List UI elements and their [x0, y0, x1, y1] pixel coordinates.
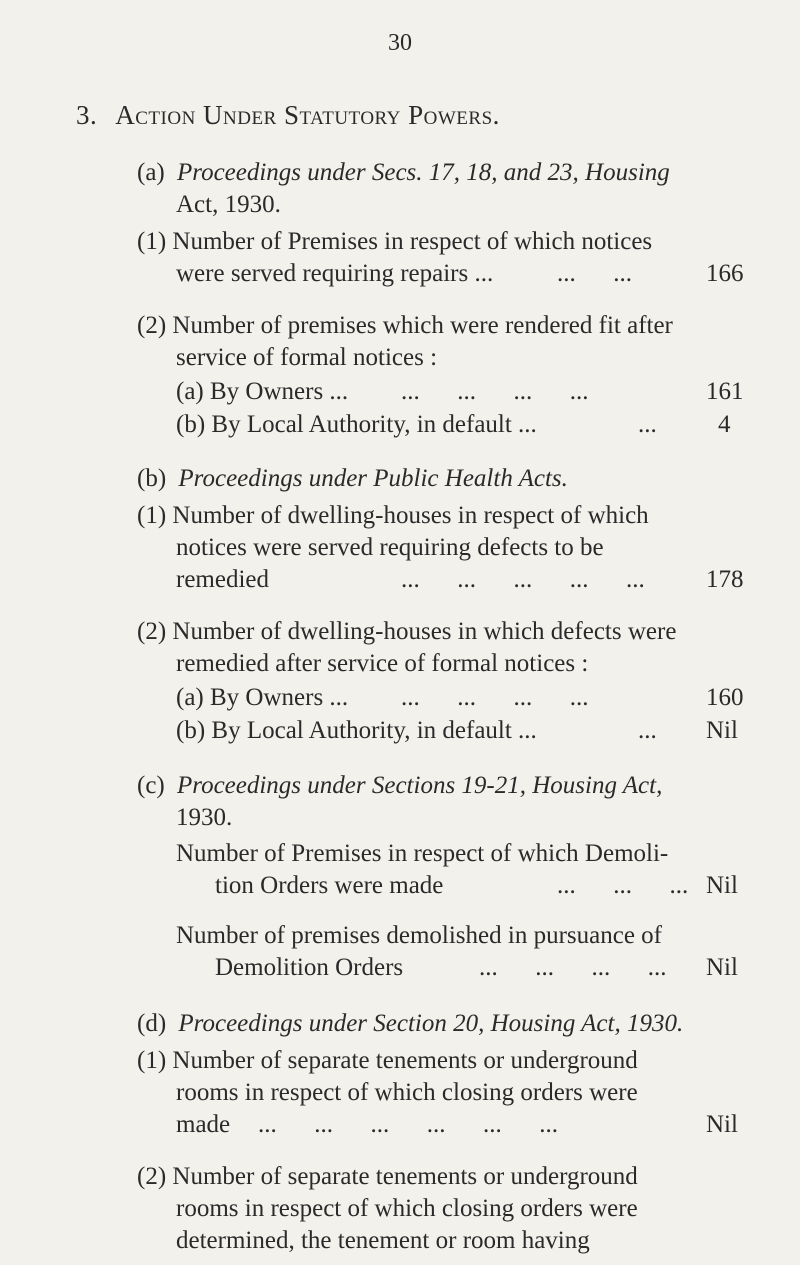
a-item-2-sub-a-dots: ... ... ... ... [401, 378, 589, 405]
subsection-b-heading [137, 463, 737, 495]
c-entry-1-dots: ... ... ... [557, 872, 689, 899]
a-item-2-line2: service of formal notices : [176, 344, 438, 371]
b-item-1-value: 178 [706, 566, 744, 593]
a-item-2-sub-b-value: 4 [718, 411, 731, 438]
b-item-2-sub-b-text [176, 715, 686, 747]
a-item-2-sub-b-dots: ... [638, 411, 657, 438]
a-item-1-dots: ... ... [557, 260, 632, 287]
b-item-2-num: (2) [137, 618, 167, 645]
section-heading [76, 100, 500, 131]
c-entry-2-value: Nil [706, 954, 738, 981]
subsection-d-heading [137, 1008, 777, 1040]
c-entry-1-line1: Number of Premises in respect of which Demoli- [176, 840, 669, 867]
a-item-2-sub-a-label: (a) By Owners ... [176, 378, 349, 405]
d-item-1-num: (1) [137, 1047, 167, 1074]
d-item-2-num: (2) [137, 1163, 167, 1190]
b-item-2-sub-b-dots: ... [638, 717, 657, 744]
subsection-c-title-line1: Proceedings under Sections 19-21, Housing Act, [177, 772, 663, 799]
b-item-2-line1: Number of dwelling-houses in which defects were [172, 618, 677, 645]
b-item-2-sub-b-label: (b) By Local Authority, in default ... [176, 717, 537, 744]
d-item-1 [137, 1045, 685, 1077]
a-item-2-sub-b-text [176, 409, 686, 441]
subsection-b-label: (b) [137, 465, 167, 492]
c-entry-1-line2: tion Orders were made [215, 872, 444, 899]
c-entry-2-line2: Demolition Orders [215, 954, 404, 981]
subsection-d-label: (d) [137, 1010, 167, 1037]
section-number: 3. [76, 100, 98, 130]
subsection-a-title-line1: Proceedings under Secs. 17, 18, and 23, Housing [177, 159, 670, 186]
subsection-d-title: Proceedings under Section 20, Housing Act, 1930. [178, 1010, 684, 1037]
b-item-1 [137, 500, 685, 532]
c-entry-2-dots: ... ... ... ... [479, 954, 667, 981]
page-number: 30 [388, 30, 412, 56]
subsection-c-heading [137, 770, 737, 802]
d-item-1-value: Nil [706, 1111, 738, 1138]
subsection-a-title-line2: Act, 1930. [176, 191, 281, 218]
a-item-2-sub-b-label: (b) By Local Authority, in default ... [176, 411, 537, 438]
b-item-2 [137, 616, 685, 648]
d-item-2 [137, 1161, 685, 1193]
a-item-2-num: (2) [137, 312, 167, 339]
b-item-2-sub-b-value: Nil [706, 717, 738, 744]
b-item-1-num: (1) [137, 502, 167, 529]
a-item-1-line2: were served requiring repairs ... [176, 260, 494, 287]
b-item-1-line2: notices were served requiring defects to be [176, 534, 604, 561]
b-item-1-line3: remedied [176, 566, 270, 593]
subsection-a-heading [137, 157, 737, 189]
a-item-2-line1: Number of premises which were rendered fit after [172, 312, 673, 339]
b-item-1-dots: ... ... ... ... ... [401, 566, 645, 593]
d-item-2-line2: rooms in respect of which closing orders were [176, 1195, 638, 1222]
d-item-1-line2: rooms in respect of which closing orders were [176, 1079, 638, 1106]
d-item-2-line3: determined, the tenement or room having [176, 1227, 590, 1254]
d-item-2-line1: Number of separate tenements or underground [172, 1163, 638, 1190]
subsection-c-title-line2: 1930. [176, 804, 233, 831]
subsection-b-title: Proceedings under Public Health Acts. [178, 465, 568, 492]
a-item-1 [137, 226, 685, 258]
c-entry-1-value: Nil [706, 872, 738, 899]
d-item-1-line1: Number of separate tenements or underground [172, 1047, 638, 1074]
a-item-1-num: (1) [137, 228, 167, 255]
a-item-1-line1: Number of Premises in respect of which notices [172, 228, 653, 255]
b-item-2-sub-a-label: (a) By Owners ... [176, 684, 349, 711]
d-item-1-line3: made [176, 1111, 231, 1138]
subsection-a-label: (a) [137, 159, 165, 186]
c-entry-2-line1: Number of premises demolished in pursuance of [176, 922, 662, 949]
subsection-c-label: (c) [137, 772, 165, 799]
section-title: Action Under Statutory Powers. [115, 100, 500, 130]
b-item-1-line1: Number of dwelling-houses in respect of which [172, 502, 649, 529]
a-item-2 [137, 310, 685, 342]
a-item-2-sub-a-value: 161 [706, 378, 744, 405]
a-item-1-value: 166 [706, 260, 744, 287]
b-item-2-sub-a-dots: ... ... ... ... [401, 684, 589, 711]
b-item-2-line2: remedied after service of formal notices : [176, 650, 589, 677]
d-item-1-dots: ... ... ... ... ... ... [258, 1111, 558, 1138]
b-item-2-sub-a-value: 160 [706, 684, 744, 711]
